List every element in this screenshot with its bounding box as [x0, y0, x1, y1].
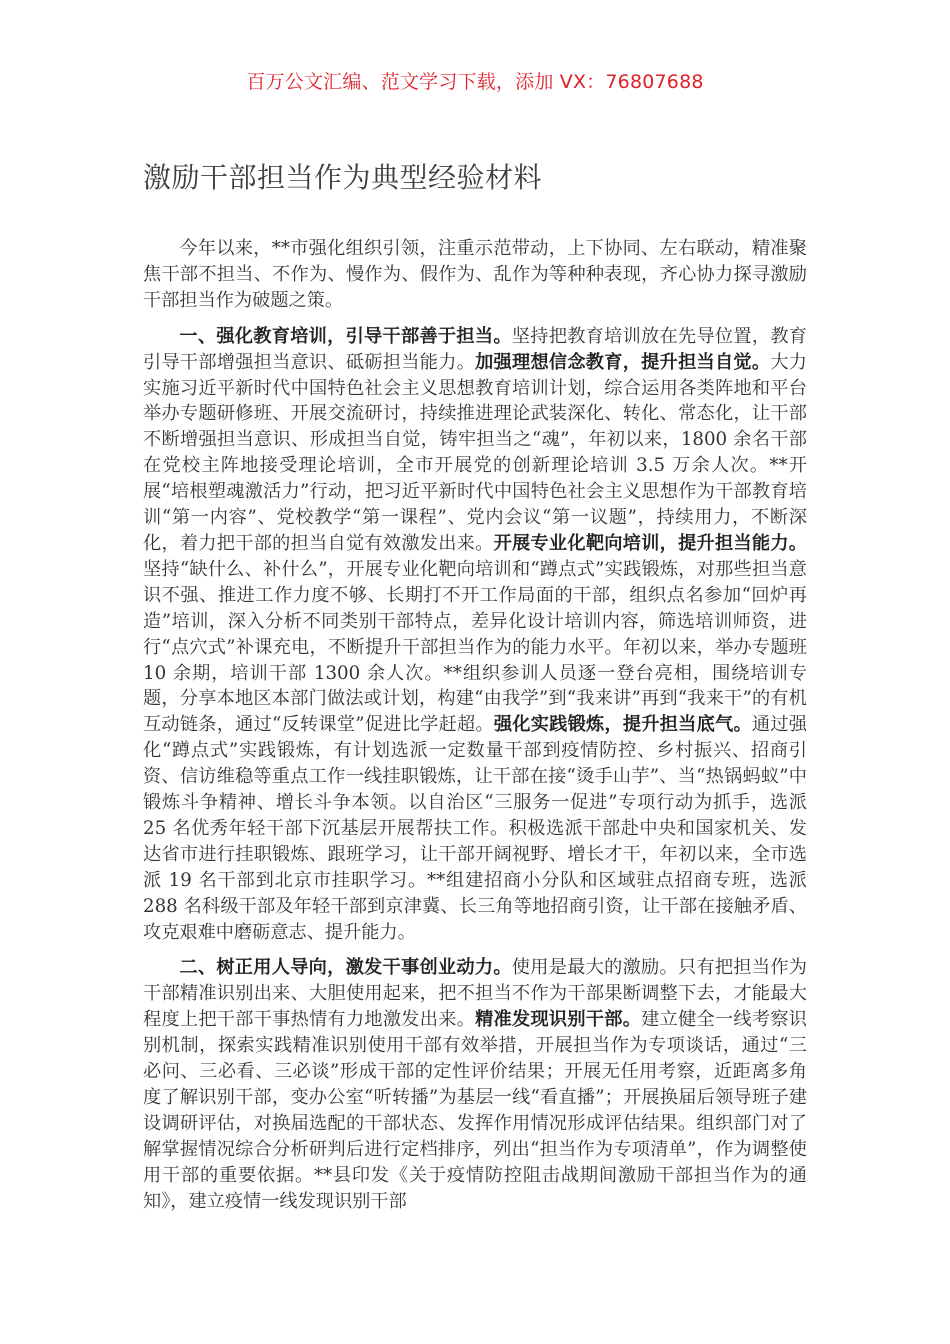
document-title: 激励干部担当作为典型经验材料 — [143, 161, 543, 194]
watermark-banner: 百万公文汇编、范文学习下载，添加 VX：76807688 — [246, 71, 704, 93]
paragraph-text: 通过强化“蹲点式”实践锻炼，有计划选派一定数量干部到疫情防控、乡村振兴、招商引资、信访维稳等重点工作一线挂职锻炼，让干部在接“烫手山芋”、当“热锅蚂蚁”中锻炼斗争精神、增长斗争本领。以自治区“三服务一促进”专项行动为抓手，选派 25 名优秀年轻干部下沉基层开展帮扶工作。积极选派干部赴中央和国家机关、发达省市进行挂职锻炼、跟班学习，让干部开阔视野、增长才干，年初以来，全市选派 19 名干部到北京市挂职学习。**组建招商小分队和区域驻点招商专班，选派 288 名科级干部及年轻干部到京津冀、长三角等地招商引资，让干部在接触矛盾、攻克艰难中磨砺意志、提升能力。 — [143, 714, 807, 943]
paragraph-text: 今年以来，**市强化组织引领，注重示范带动，上下协同、左右联动，精准聚焦干部不担当、不作为、慢作为、假作为、乱作为等种种表现，齐心协力探寻激励干部担当作为破题之策。 — [143, 238, 807, 311]
paragraph-text: 坚持把教育培训放在先导位置，教育引导干部增强担当意识、砥砺担当能力。 — [143, 325, 807, 373]
paragraph-text: 坚持“缺什么、补什么”，开展专业化靶向培训和“蹲点式”实践锻炼，对那些担当意识不强、推进工作力度不够、长期打不开工作局面的干部，组织点名参加“回炉再造”培训，深入分析不同类别干部特点，差异化设计培训内容，筛选培训师资，进行“点穴式”补课充电，不断提升干部担当作为的能力水平。年初以来，举办专题班 10 余期，培训干部 1300 余人次。**组织参训人员逐一登台亮相，围绕培训专题，分享本地区本部门做法或计划，构建“由我学”到“我来讲”再到“我来干”的有机互动链条，通过“反转课堂”促进比学赶超。 — [143, 558, 807, 736]
subheading: 精准发现识别干部。 — [475, 1009, 642, 1031]
document-body — [143, 236, 807, 1225]
subheading: 强化实践锻炼，提升担当底气。 — [493, 714, 752, 736]
subheading: 开展专业化靶向培训，提升担当能力。 — [493, 532, 807, 554]
paragraph-section-2 — [143, 955, 807, 1214]
paragraph-text: 使用是最大的激励。只有把担当作为干部精准识别出来、大胆使用起来，把不担当不作为干部果断调整下去，才能最大程度上把干部干事热情有力地激发出来。 — [143, 957, 807, 1031]
section-heading: 二、树正用人导向，激发干事创业动力。 — [179, 957, 512, 979]
paragraph-intro — [143, 236, 807, 314]
paragraph-section-1 — [143, 324, 807, 946]
section-heading: 一、强化教育培训，引导干部善于担当。 — [179, 325, 512, 347]
subheading: 加强理想信念教育，提升担当自觉。 — [475, 351, 771, 373]
paragraph-text: 大力实施习近平新时代中国特色社会主义思想教育培训计划，综合运用各类阵地和平台举办专题研修班、开展交流研讨，持续推进理论武装深化、转化、常态化，让干部不断增强担当意识、形成担当自觉，铸牢担当之“魂”，年初以来，1800 余名干部在党校主阵地接受理论培训，全市开展党的创新理论培训 3.5 万余人次。**开展“培根塑魂激活力”行动，把习近平新时代中国特色社会主义思想作为干部教育培训“第一内容”、党校教学“第一课程”、党内会议“第一议题”，持续用力，不断深化，着力把干部的担当自觉有效激发出来。 — [143, 351, 807, 554]
paragraph-text: 建立健全一线考察识别机制，探索实践精准识别使用干部有效举措，开展担当作为专项谈话，通过“三必问、三必看、三必谈”形成干部的定性评价结果；开展无任用考察，近距离多角度了解识别干部，变办公室“听转播”为基层一线“看直播”；开展换届后领导班子建设调研评估，对换届选配的干部状态、发挥作用情况形成评估结果。组织部门对了解掌握情况综合分析研判后进行定档排序，列出“担当作为专项清单”，作为调整使用干部的重要依据。**县印发《关于疫情防控阻击战期间激励干部担当作为的通知》，建立疫情一线发现识别干部 — [143, 1009, 807, 1212]
